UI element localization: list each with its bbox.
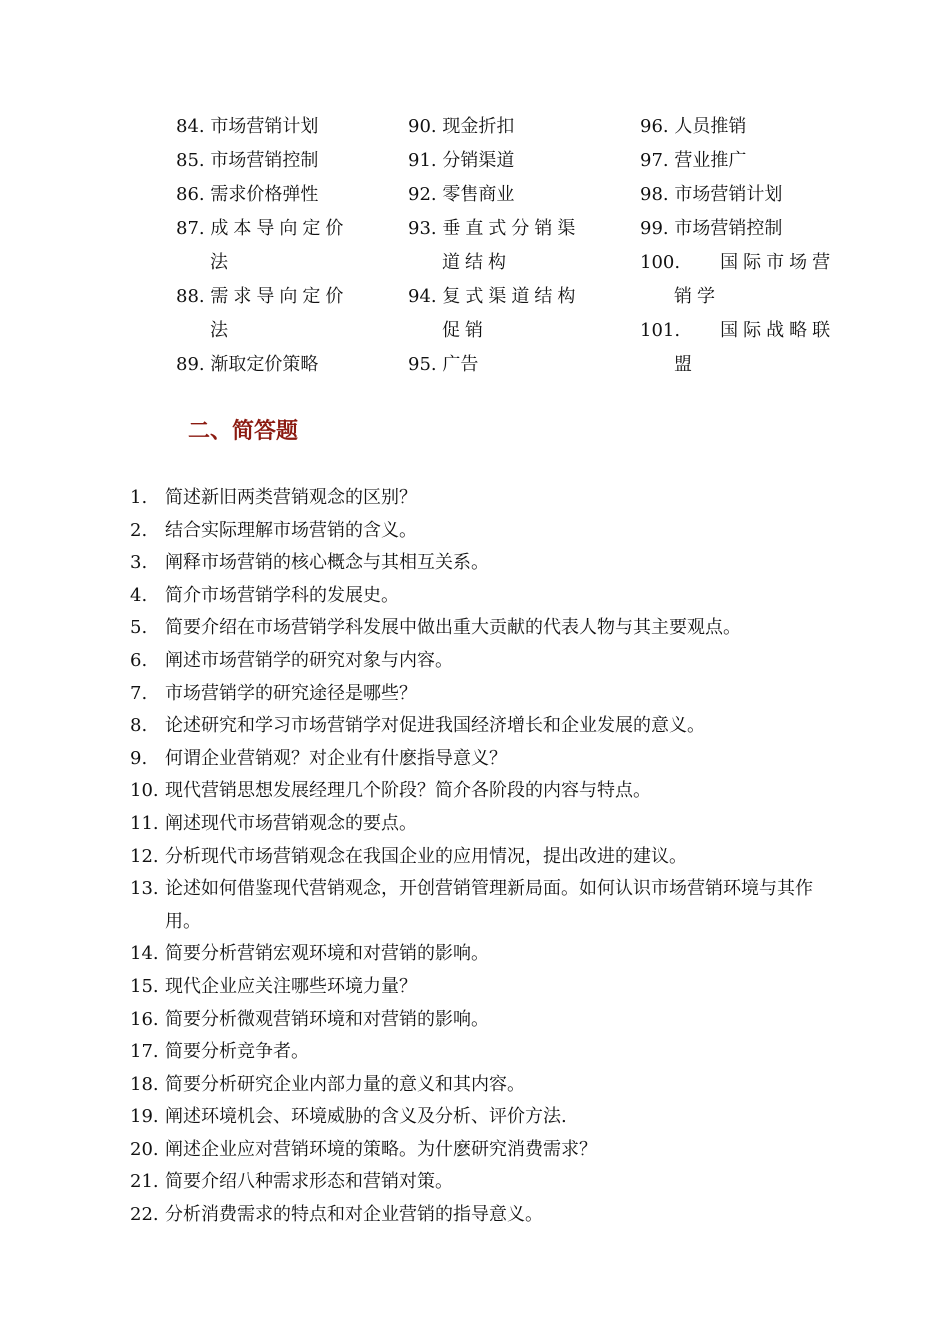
- term-item: [176, 144, 408, 178]
- term-number: 84.: [176, 116, 211, 137]
- term-item: [176, 110, 408, 144]
- term-item: [640, 246, 872, 314]
- term-item: [408, 280, 640, 348]
- question-number: 18.: [130, 1073, 159, 1095]
- question-text: 简介市场营销学科的发展史。: [165, 584, 399, 606]
- term-text: 复式渠道结构: [442, 286, 581, 307]
- question-item: [130, 710, 830, 743]
- term-text: 市场营销计划: [210, 116, 319, 137]
- question-number: 6.: [130, 649, 148, 671]
- question-text: 阐述环境机会、环境威胁的含义及分析、评价方法.: [165, 1106, 567, 1128]
- question-text: 简要介绍八种需求形态和营销对策。: [165, 1171, 453, 1193]
- question-number: 1.: [130, 487, 148, 508]
- term-number: 92.: [408, 184, 443, 205]
- question-number: 22.: [130, 1204, 159, 1226]
- term-text: 零售商业: [442, 184, 515, 205]
- term-number: 95.: [408, 354, 443, 375]
- term-item: [408, 212, 640, 280]
- term-item: [176, 348, 408, 382]
- question-text: 论述如何借鉴现代营销观念，开创营销管理新局面。如何认识市场营销环境与其作用。: [165, 878, 813, 932]
- term-number: 98.: [640, 184, 675, 205]
- question-number: 10.: [130, 780, 159, 802]
- term-number: 90.: [408, 116, 443, 137]
- term-item: [176, 212, 408, 280]
- question-text: 简述新旧两类营销观念的区别？: [165, 487, 417, 508]
- term-text-continued: 促销: [442, 320, 488, 341]
- term-item: [640, 212, 872, 246]
- term-item: [640, 178, 872, 212]
- question-item: [130, 482, 830, 515]
- question-text: 阐述企业应对营销环境的策略。为什麽研究消费需求？: [165, 1138, 597, 1160]
- term-item: [176, 280, 408, 348]
- question-item: [130, 808, 830, 841]
- term-text: 需求导向定价: [210, 286, 349, 307]
- question-item: [130, 743, 830, 776]
- question-text: 简要分析竞争者。: [165, 1041, 309, 1063]
- term-text: 人员推销: [674, 116, 747, 137]
- question-item: [130, 938, 830, 971]
- question-text: 论述研究和学习市场营销学对促进我国经济增长和企业发展的意义。: [165, 715, 705, 737]
- question-item: [130, 1166, 830, 1199]
- term-column-1: [176, 110, 408, 382]
- question-item: [130, 612, 830, 645]
- question-number: 7.: [130, 682, 148, 704]
- question-text: 简要分析营销宏观环境和对营销的影响。: [165, 943, 489, 965]
- term-item: [408, 348, 640, 382]
- term-text: 市场营销控制: [674, 218, 783, 239]
- term-text: 渐取定价策略: [210, 354, 319, 375]
- term-text: 垂直式分销渠: [442, 218, 581, 239]
- question-number: 17.: [130, 1041, 159, 1063]
- term-list: [176, 110, 872, 382]
- question-text: 结合实际理解市场营销的含义。: [165, 519, 417, 541]
- question-text: 分析消费需求的特点和对企业营销的指导意义。: [165, 1204, 543, 1226]
- question-number: 5.: [130, 617, 148, 639]
- question-text: 现代营销思想发展经理几个阶段？简介各阶段的内容与特点。: [165, 780, 651, 802]
- term-number: 91.: [408, 150, 443, 171]
- question-item: [130, 775, 830, 808]
- question-item: [130, 547, 830, 580]
- term-item: [408, 110, 640, 144]
- term-number: 88.: [176, 286, 211, 307]
- term-item: [640, 144, 872, 178]
- term-text-continued: 法: [210, 252, 233, 273]
- term-number: 101.: [640, 320, 721, 341]
- section-title: 二、简答题: [188, 419, 299, 444]
- term-item: [176, 178, 408, 212]
- question-item: [130, 841, 830, 874]
- question-text: 简要分析微观营销环境和对营销的影响。: [165, 1008, 489, 1030]
- term-number: 93.: [408, 218, 443, 239]
- term-text-continued: 销学: [674, 286, 720, 307]
- term-number: 86.: [176, 184, 211, 205]
- term-text-continued: 盟: [674, 354, 697, 375]
- question-item: [130, 1004, 830, 1037]
- term-number: 99.: [640, 218, 675, 239]
- question-item: [130, 971, 830, 1004]
- term-number: 100.: [640, 252, 721, 273]
- term-number: 97.: [640, 150, 675, 171]
- question-item: [130, 1069, 830, 1102]
- question-number: 8.: [130, 715, 148, 737]
- question-number: 16.: [130, 1008, 159, 1030]
- term-text: 国际战略联: [720, 320, 836, 341]
- term-item: [408, 178, 640, 212]
- question-number: 12.: [130, 845, 159, 867]
- term-text: 成本导向定价: [210, 218, 349, 239]
- question-number: 11.: [130, 812, 159, 834]
- term-number: 94.: [408, 286, 443, 307]
- term-text-continued: 道结构: [442, 252, 511, 273]
- question-item: [130, 873, 830, 938]
- term-text: 营业推广: [674, 150, 747, 171]
- term-item: [408, 144, 640, 178]
- question-number: 19.: [130, 1106, 159, 1128]
- question-number: 21.: [130, 1171, 159, 1193]
- question-number: 2.: [130, 519, 148, 541]
- question-number: 4.: [130, 584, 148, 606]
- question-text: 市场营销学的研究途径是哪些？: [165, 682, 417, 704]
- term-text-continued: 法: [210, 320, 233, 341]
- question-text: 简要分析研究企业内部力量的意义和其内容。: [165, 1073, 525, 1095]
- term-text: 现金折扣: [442, 116, 515, 137]
- question-list: [130, 482, 830, 1232]
- question-text: 阐述市场营销学的研究对象与内容。: [165, 649, 453, 671]
- term-text: 广告: [442, 354, 479, 375]
- question-item: [130, 678, 830, 711]
- term-text: 市场营销计划: [674, 184, 783, 205]
- question-text: 现代企业应关注哪些环境力量？: [165, 975, 417, 997]
- term-number: 87.: [176, 218, 211, 239]
- term-text: 分销渠道: [442, 150, 515, 171]
- question-number: 9.: [130, 747, 148, 769]
- question-text: 分析现代市场营销观念在我国企业的应用情况，提出改进的建议。: [165, 845, 687, 867]
- question-item: [130, 1101, 830, 1134]
- question-item: [130, 1134, 830, 1167]
- question-item: [130, 580, 830, 613]
- question-text: 简要介绍在市场营销学科发展中做出重大贡献的代表人物与其主要观点。: [165, 617, 741, 639]
- question-item: [130, 645, 830, 678]
- question-number: 3.: [130, 552, 148, 574]
- term-column-3: [640, 110, 872, 382]
- question-item: [130, 1199, 830, 1232]
- term-number: 96.: [640, 116, 675, 137]
- term-text: 国际市场营: [720, 252, 836, 273]
- term-column-2: [408, 110, 640, 382]
- question-text: 何谓企业营销观？对企业有什麽指导意义？: [165, 747, 507, 769]
- question-text: 阐述现代市场营销观念的要点。: [165, 812, 417, 834]
- term-item: [640, 314, 872, 382]
- question-text: 阐释市场营销的核心概念与其相互关系。: [165, 552, 489, 574]
- term-text: 需求价格弹性: [210, 184, 319, 205]
- term-number: 85.: [176, 150, 211, 171]
- question-item: [130, 1036, 830, 1069]
- question-number: 20.: [130, 1138, 159, 1160]
- term-text: 市场营销控制: [210, 150, 319, 171]
- question-number: 15.: [130, 975, 159, 997]
- term-number: 89.: [176, 354, 211, 375]
- term-item: [640, 110, 872, 144]
- question-number: 14.: [130, 943, 159, 965]
- question-number: 13.: [130, 878, 159, 900]
- question-item: [130, 515, 830, 548]
